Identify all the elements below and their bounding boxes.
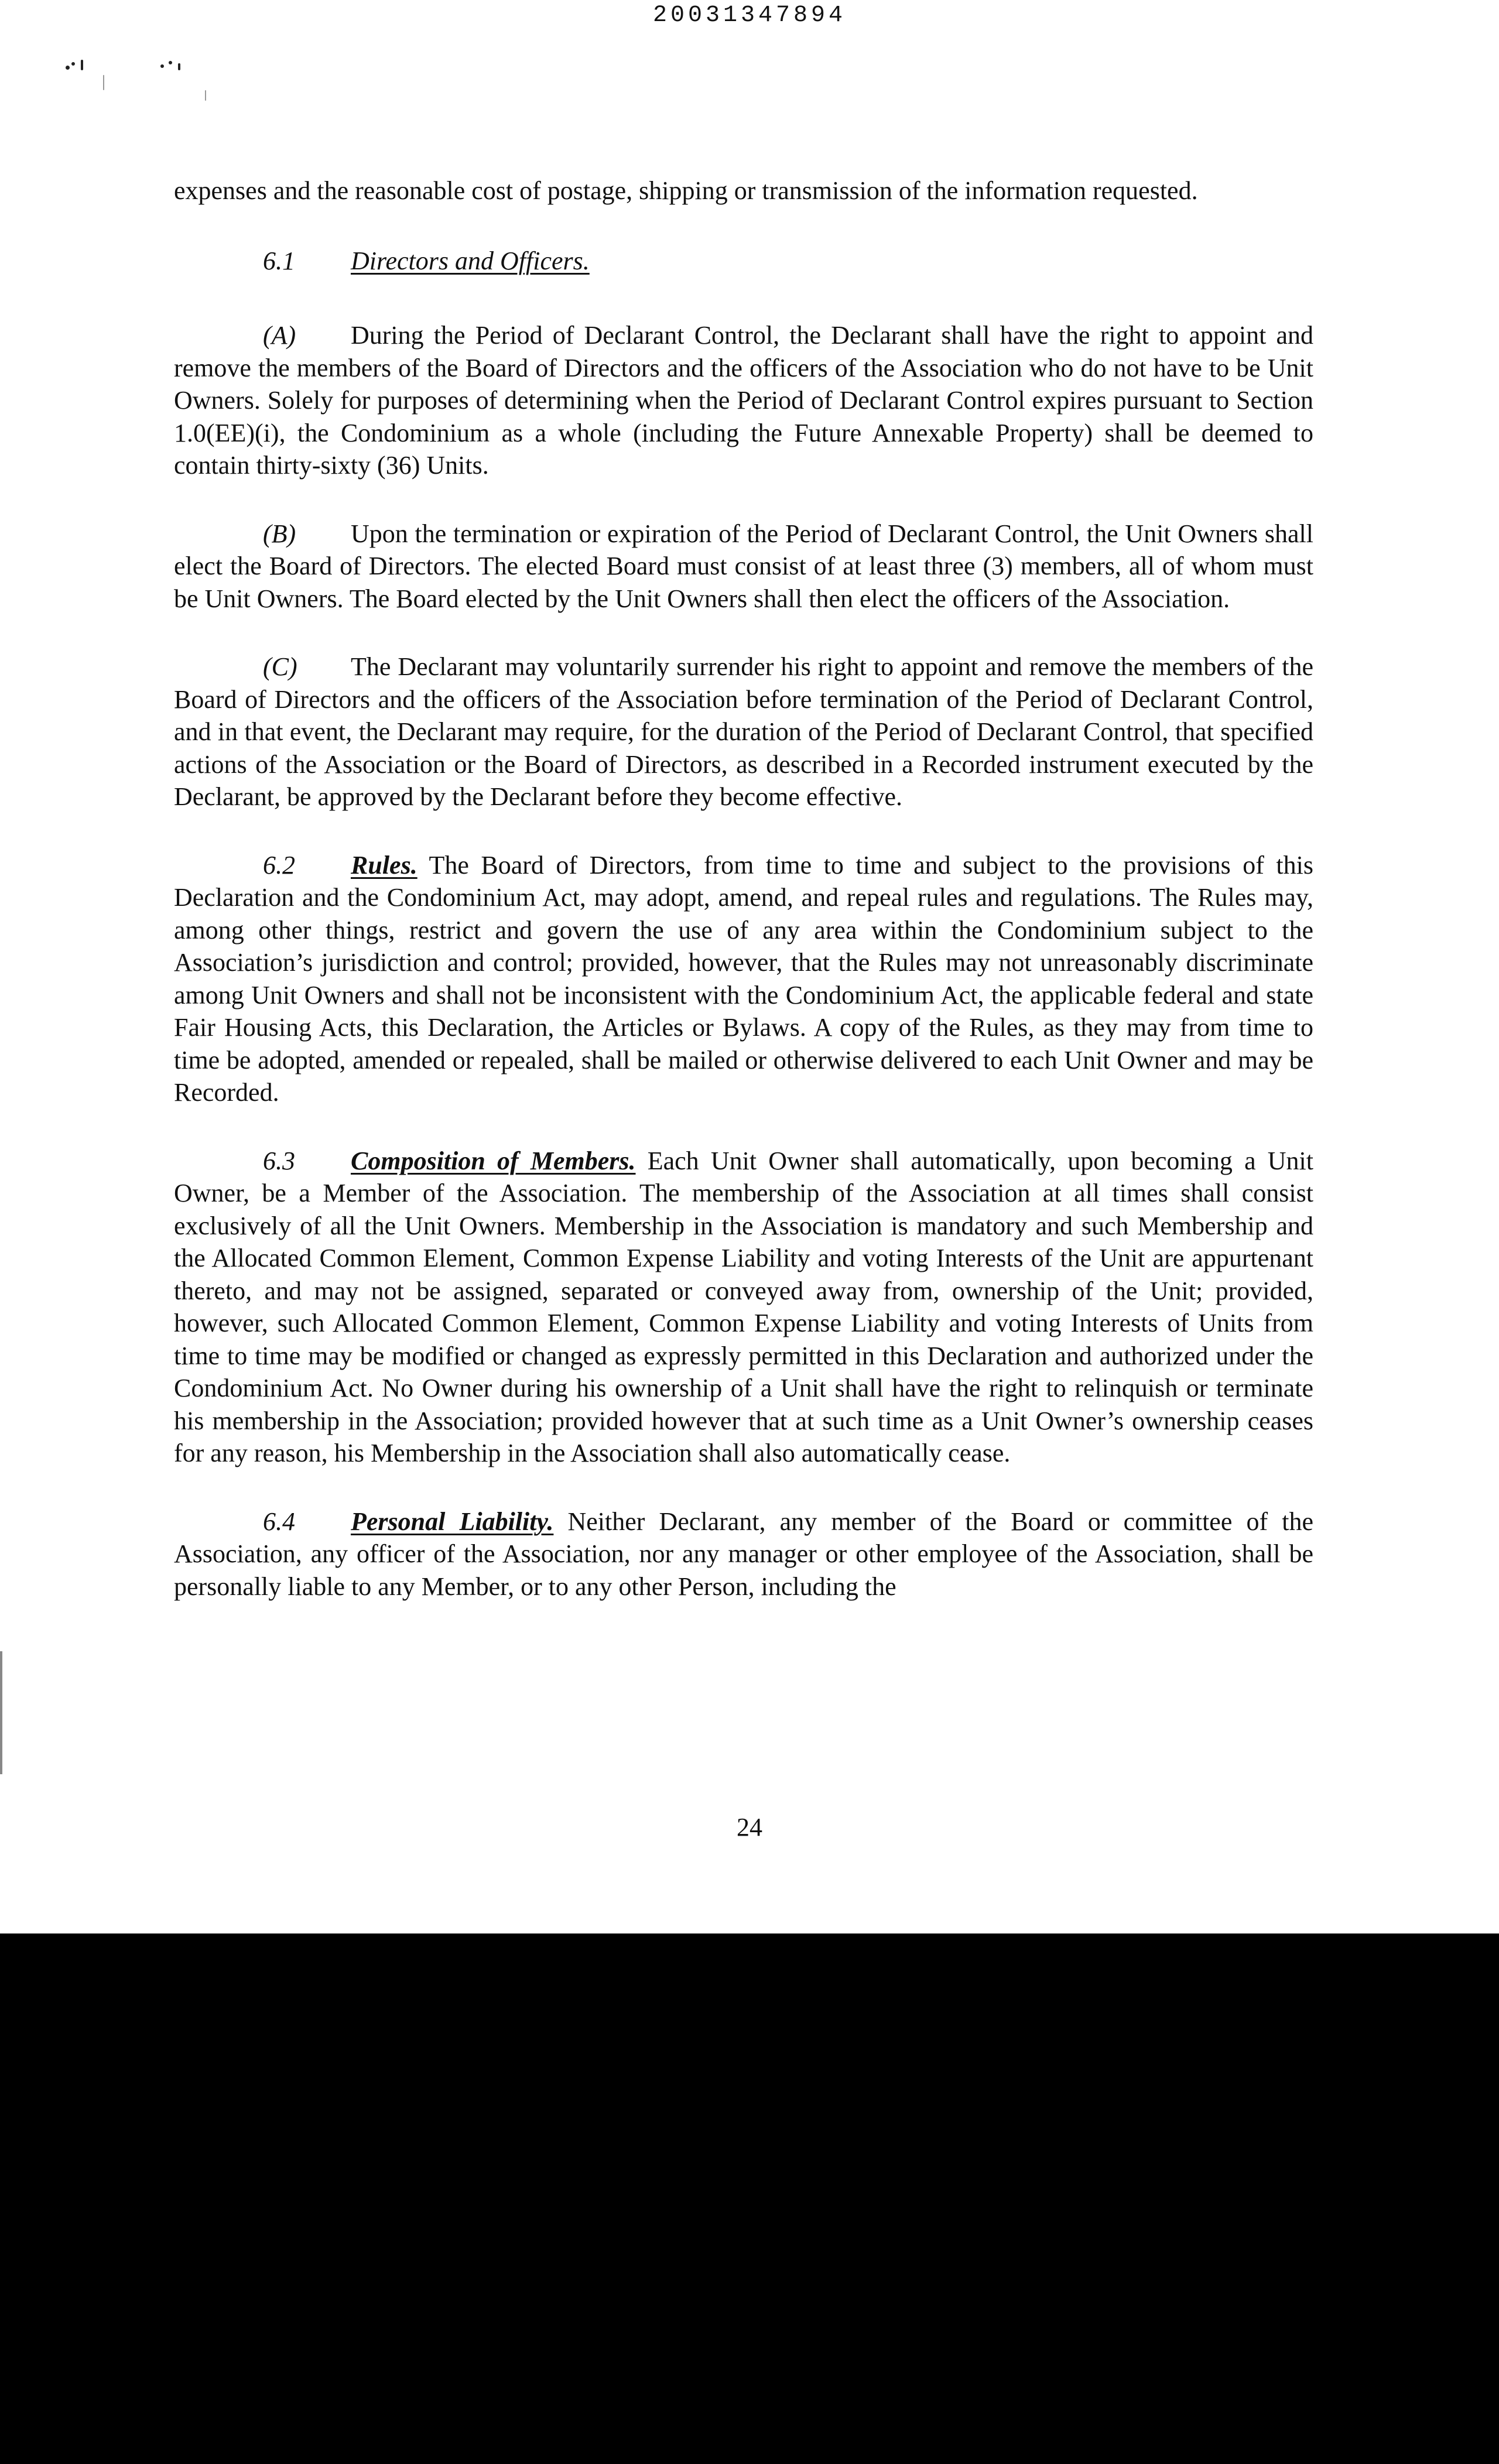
section-6-4-number: 6.4 xyxy=(263,1507,295,1536)
section-6-3-text: Each Unit Owner shall automatically, upon becoming a Unit Owner, be a Member of the Association. The membership of the Association at all times shall consist exclusively of all the Unit Owners. Membership in the Association is mandatory and such Membership and the Allocated Common Element, Common Expense Liability and voting Interests of the Unit are appurtenant thereto, and may not be assigned, separated or conveyed away from, ownership of the Unit; provided, however, such Allocated Common Element, Common Expense Liability and voting Interests of Units from time to time may be modified or changed as expressly permitted in this Declaration and authorized under the Condominium Act. No Owner during his ownership of a Unit shall have the right to relinquish or terminate his membership in the Association; provided however that at such time as a Unit Owner’s ownership ceases for any reason, his Membership in the Association shall also automatically cease. xyxy=(174,1146,1313,1467)
section-6-3-title: Composition of Members. xyxy=(351,1146,636,1175)
section-6-2-text: The Board of Directors, from time to time and subject to the provisions of this Declaration and the Condominium Act, may adopt, amend, and repeal rules and regulations. The Rules may, among other things, restrict and govern the use of any area within the Condominium subject to the Association’s jurisdiction and control; provided, however, that the Rules may not unreasonably discriminate among Unit Owners and shall not be inconsistent with the Condominium Act, the applicable federal and state Fair Housing Acts, this Declaration, the Articles or Bylaws. A copy of the Rules, as they may from time to time be adopted, amended or repealed, shall be mailed or otherwise delivered to each Unit Owner and may be Recorded. xyxy=(174,850,1313,1107)
section-6-2-number: 6.2 xyxy=(263,850,295,879)
section-6-4-title: Personal Liability. xyxy=(351,1507,554,1536)
section-6-3 xyxy=(174,1145,1313,1470)
subsection-a-label: (A) xyxy=(263,321,296,350)
section-6-2-title: Rules. xyxy=(351,850,417,879)
page-number: 24 xyxy=(737,1813,762,1842)
section-6-2 xyxy=(174,849,1313,1109)
continuation-paragraph: expenses and the reasonable cost of postage, shipping or transmission of the information requested. xyxy=(174,176,1198,205)
scan-margin-line xyxy=(0,1651,2,1774)
section-6-3-number: 6.3 xyxy=(263,1146,295,1175)
subsection-c-label: (C) xyxy=(263,652,297,681)
section-6-1-heading xyxy=(174,245,1313,278)
subsection-a-text: During the Period of Declarant Control, the Declarant shall have the right to appoint and remove the members of the Board of Directors and the officers of the Association who do not have to be Unit Owners. Solely for purposes of determining when the Period of Declarant Control expires pursuant to Section 1.0(EE)(i), the Condominium as a whole (including the Future Annexable Property) shall be deemed to contain thirty-sixty (36) Units. xyxy=(174,321,1313,480)
subsection-b-label: (B) xyxy=(263,519,296,548)
subsection-b-text: Upon the termination or expiration of the Period of Declarant Control, the Unit Owners shall elect the Board of Directors. The elected Board must consist of at least three (3) members, all of whom must be Unit Owners. The Board elected by the Unit Owners shall then elect the officers of the Association. xyxy=(174,519,1313,613)
section-6-1-title: Directors and Officers. xyxy=(351,246,590,275)
section-6-1-number: 6.1 xyxy=(263,246,295,275)
subsection-a xyxy=(174,319,1313,482)
scan-specks xyxy=(66,57,218,104)
subsection-c-text: The Declarant may voluntarily surrender his right to appoint and remove the members of the Board of Directors and the officers of the Association before termination of the Period of Declarant Control, and in that event, the Declarant may require, for the duration of the Period of Declarant Control, that specified actions of the Association or the Board of Directors, as described in a Recorded instrument executed by the Declarant, be approved by the Declarant before they become effective. xyxy=(174,652,1313,811)
document-body xyxy=(174,174,1313,1638)
subsection-c xyxy=(174,651,1313,813)
scan-id-stamp: 20031347894 xyxy=(652,2,847,29)
subsection-b xyxy=(174,518,1313,615)
section-6-4-text: Neither Declarant, any member of the Board or committee of the Association, any officer of the Association, nor any manager or other employee of the Association, shall be personally liable to any Member, or to any other Person, including the xyxy=(174,1507,1314,1601)
section-6-4 xyxy=(174,1505,1313,1603)
